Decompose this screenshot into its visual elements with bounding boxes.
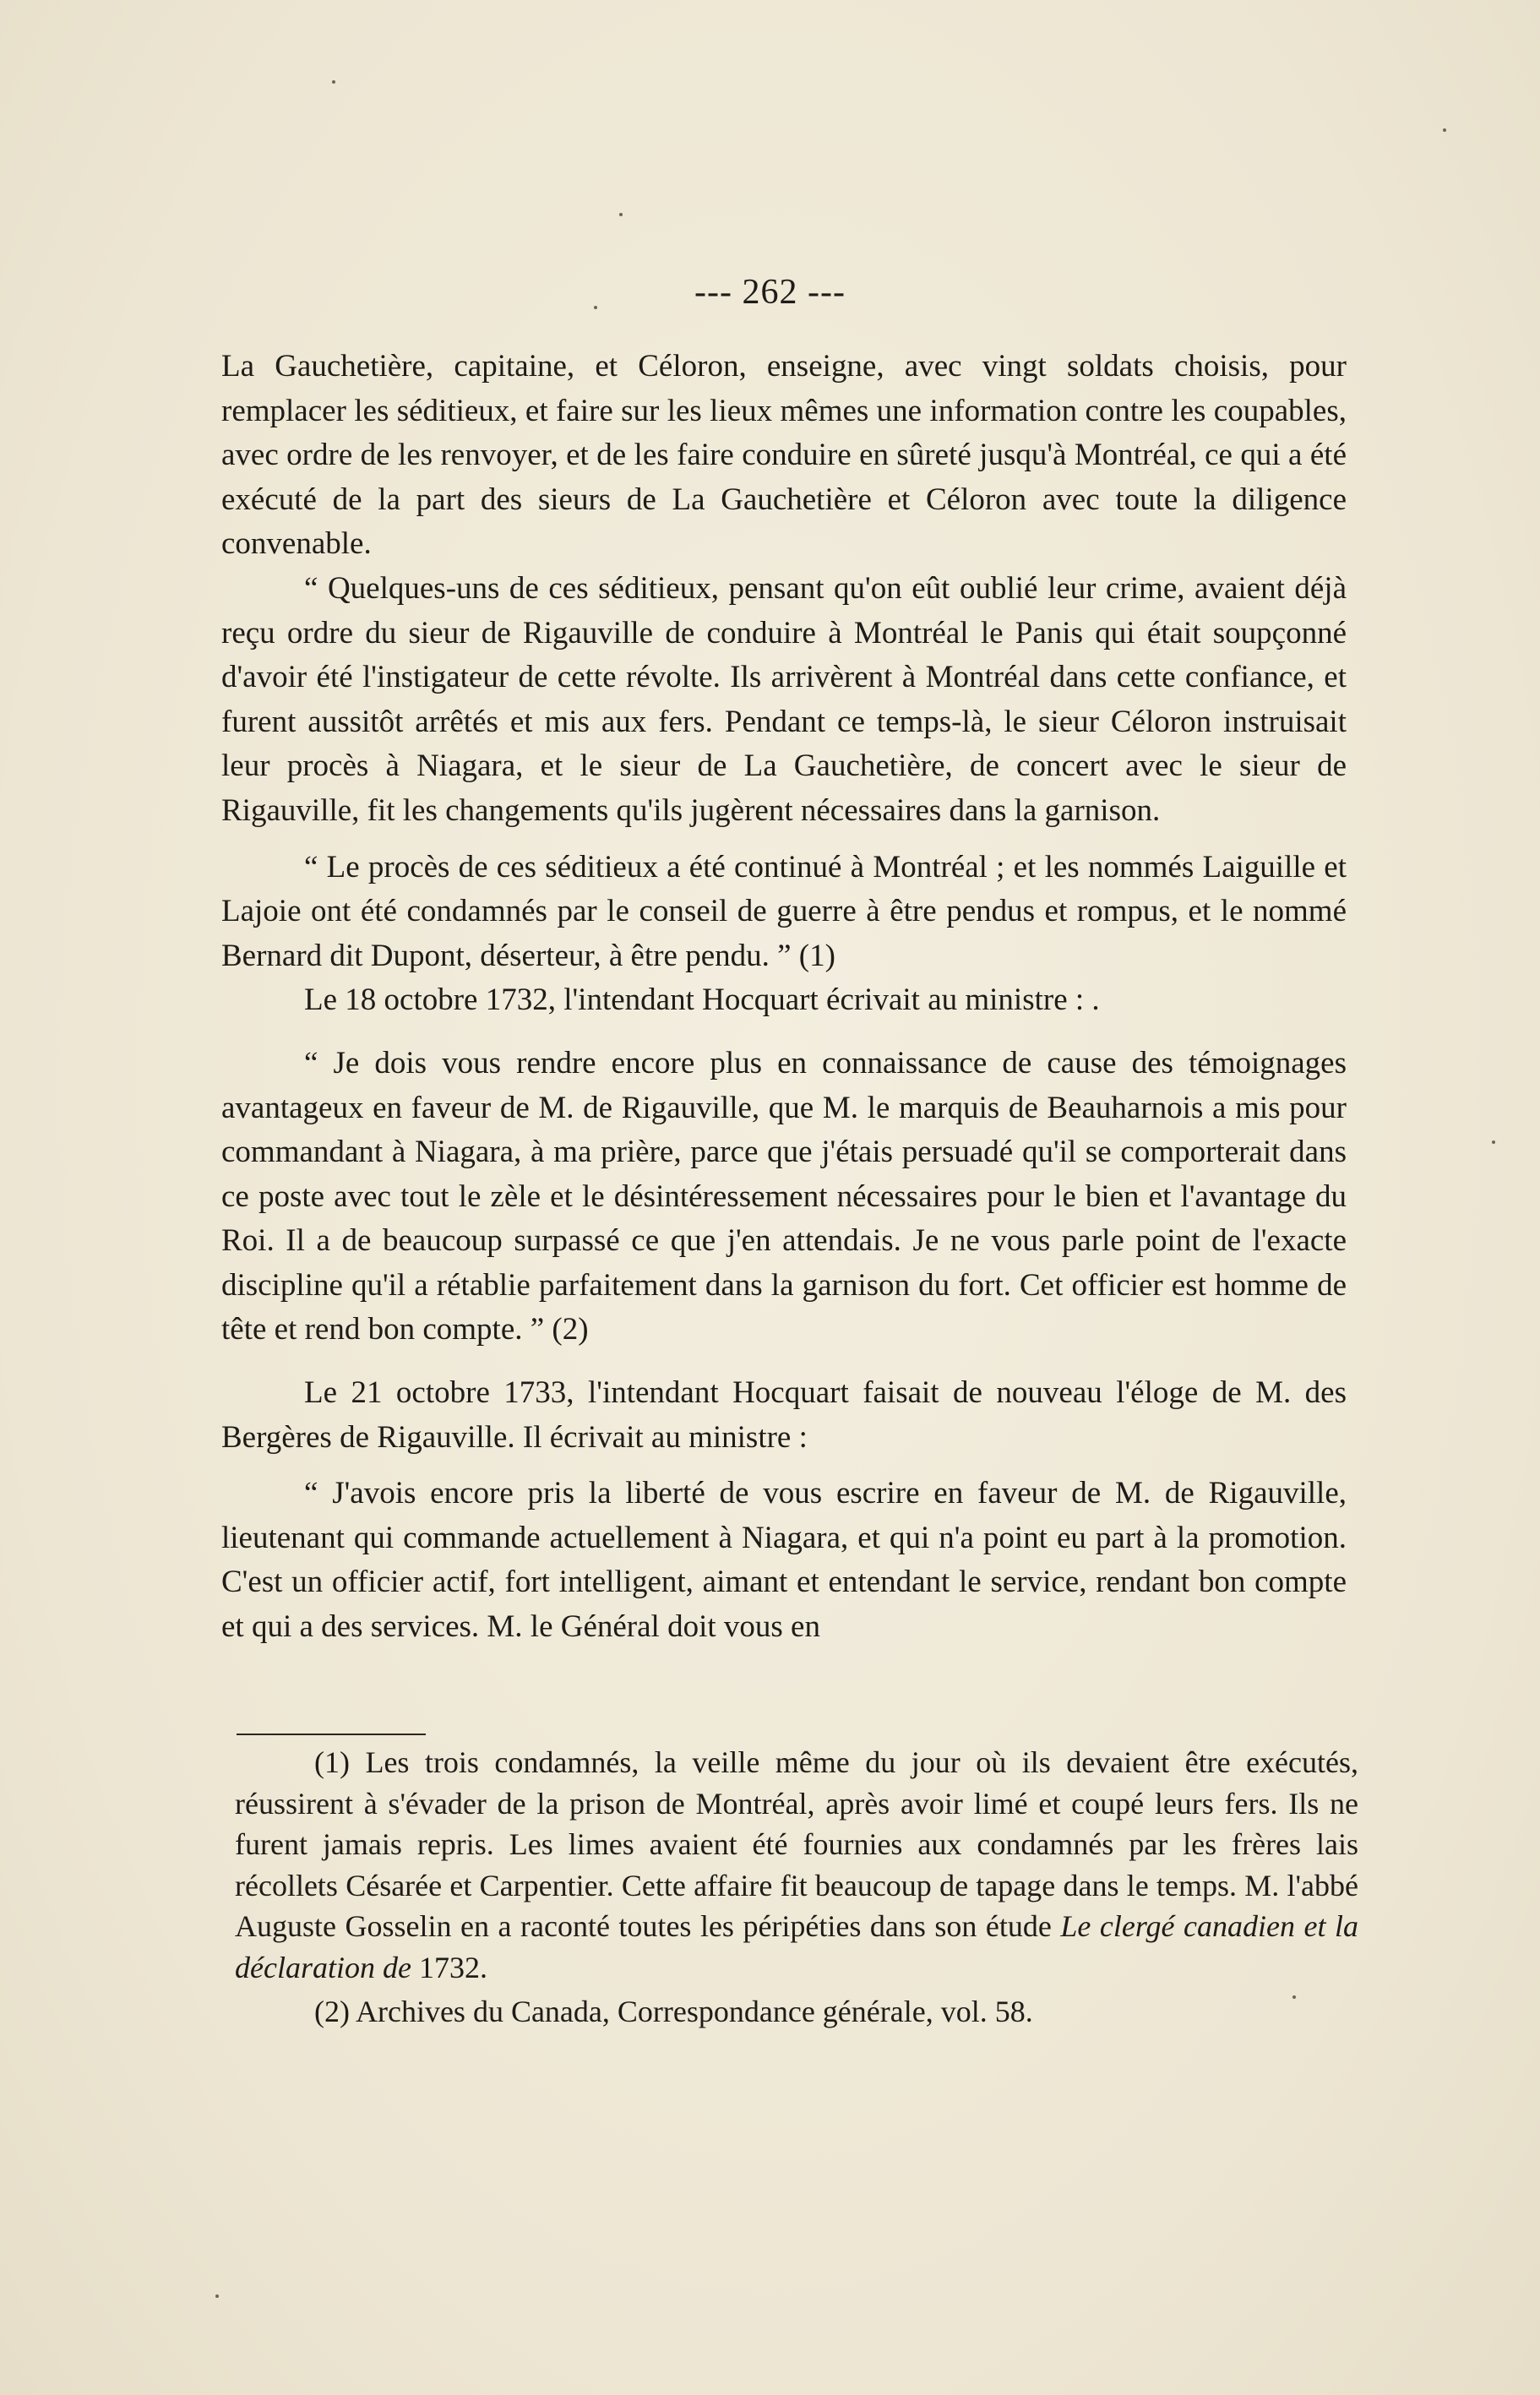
paragraph: La Gauchetière, capitaine, et Céloron, enseigne, avec vingt soldats choisis, pour remplacer les séditieux, et faire sur les lieux mêmes une information contre les coupables, avec ordre de les renvoyer, et de les faire conduire en sûreté jusqu'à Montréal, ce qui a été exécuté de la part des sieurs de La Gauchetière et Céloron avec toute la diligence convenable. (221, 349, 1347, 562)
paper-speck (1443, 128, 1446, 132)
footnotes (235, 1742, 1358, 2033)
paragraph: “ J'avois encore pris la liberté de vous escrire en faveur de M. de Rigauville, lieutenant qui commande actuellement à Niagara, et qui n'a point eu part à la promotion. C'est un officier actif, fort intelligent, aimant et entendant le service, rendant bon compte et qui a des services. M. le Général doit vous en (221, 1476, 1347, 1645)
main-text (221, 345, 1347, 1650)
footnote-1-text: (1) Les trois condamnés, la veille même du jour où ils devaient être exécutés, réussirent à s'évader de la prison de Montréal, après avoir limé et coupé leurs fers. Ils ne furent jamais repris. Les limes avaient été fournies aux condamnés par les frères lais récollets Césarée et Carpentier. Cette affaire fit beaucoup de tapage dans le temps. M. l'abbé Auguste Gosselin en a raconté toutes les péripéties dans son étude (235, 1745, 1358, 1943)
footnote-rule (237, 1734, 426, 1735)
paper-speck (619, 213, 623, 216)
footnote-1 (235, 1742, 1358, 1988)
paper-speck (594, 306, 597, 309)
paragraph: Le 21 octobre 1733, l'intendant Hocquart faisait de nouveau l'éloge de M. des Bergères de Rigauville. Il écrivait au ministre : (221, 1375, 1347, 1455)
footnote-2: (2) Archives du Canada, Correspondance générale, vol. 58. (314, 1995, 1033, 2028)
paper-speck (332, 80, 335, 84)
paper-speck (1492, 1140, 1495, 1144)
footnote-1-end: 1732. (418, 1950, 487, 1984)
footnote-1-title: Le clergé canadien et la déclaration de (235, 1909, 1358, 1984)
paragraph: “ Le procès de ces séditieux a été continué à Montréal ; et les nommés Laiguille et Lajoie ont été condamnés par le conseil de guerre à être pendus et rompus, et le nommé Bernard dit Dupont, déserteur, à être pendu. ” (1) (221, 849, 1347, 973)
paper-speck (215, 2294, 219, 2298)
page-number: --- 262 --- (694, 273, 846, 312)
paper-speck (1292, 1995, 1296, 1999)
paragraph: “ Quelques-uns de ces séditieux, pensant qu'on eût oublié leur crime, avaient déjà reçu ordre du sieur de Rigauville de conduire à Montréal le Panis qui était soupçonné d'avoir été l'instigateur de cette révolte. Ils arrivèrent à Montréal dans cette confiance, et furent aussitôt arrêtés et mis aux fers. Pendant ce temps-là, le sieur Céloron instruisait leur procès à Niagara, et le sieur de La Gauchetière, de concert avec le sieur de Rigauville, fit les changements qu'ils jugèrent nécessaires dans la garnison. (221, 570, 1347, 828)
paragraph: “ Je dois vous rendre encore plus en connaissance de cause des témoignages avantageux en faveur de M. de Rigauville, que M. le marquis de Beauharnois a mis pour commandant à Niagara, à ma prière, parce que j'étais persuadé qu'il se comporterait dans ce poste avec tout le zèle et le désintéressement nécessaires pour le bien et l'avantage du Roi. Il a de beaucoup surpassé ce que j'en attendais. Je ne vous parle point de l'exacte discipline qu'il a rétablie parfaitement dans la garnison du fort. Cet officier est homme de tête et rend bon compte. ” (2) (221, 1045, 1347, 1347)
paragraph: Le 18 octobre 1732, l'intendant Hocquart écrivait au ministre : . (304, 982, 1100, 1018)
